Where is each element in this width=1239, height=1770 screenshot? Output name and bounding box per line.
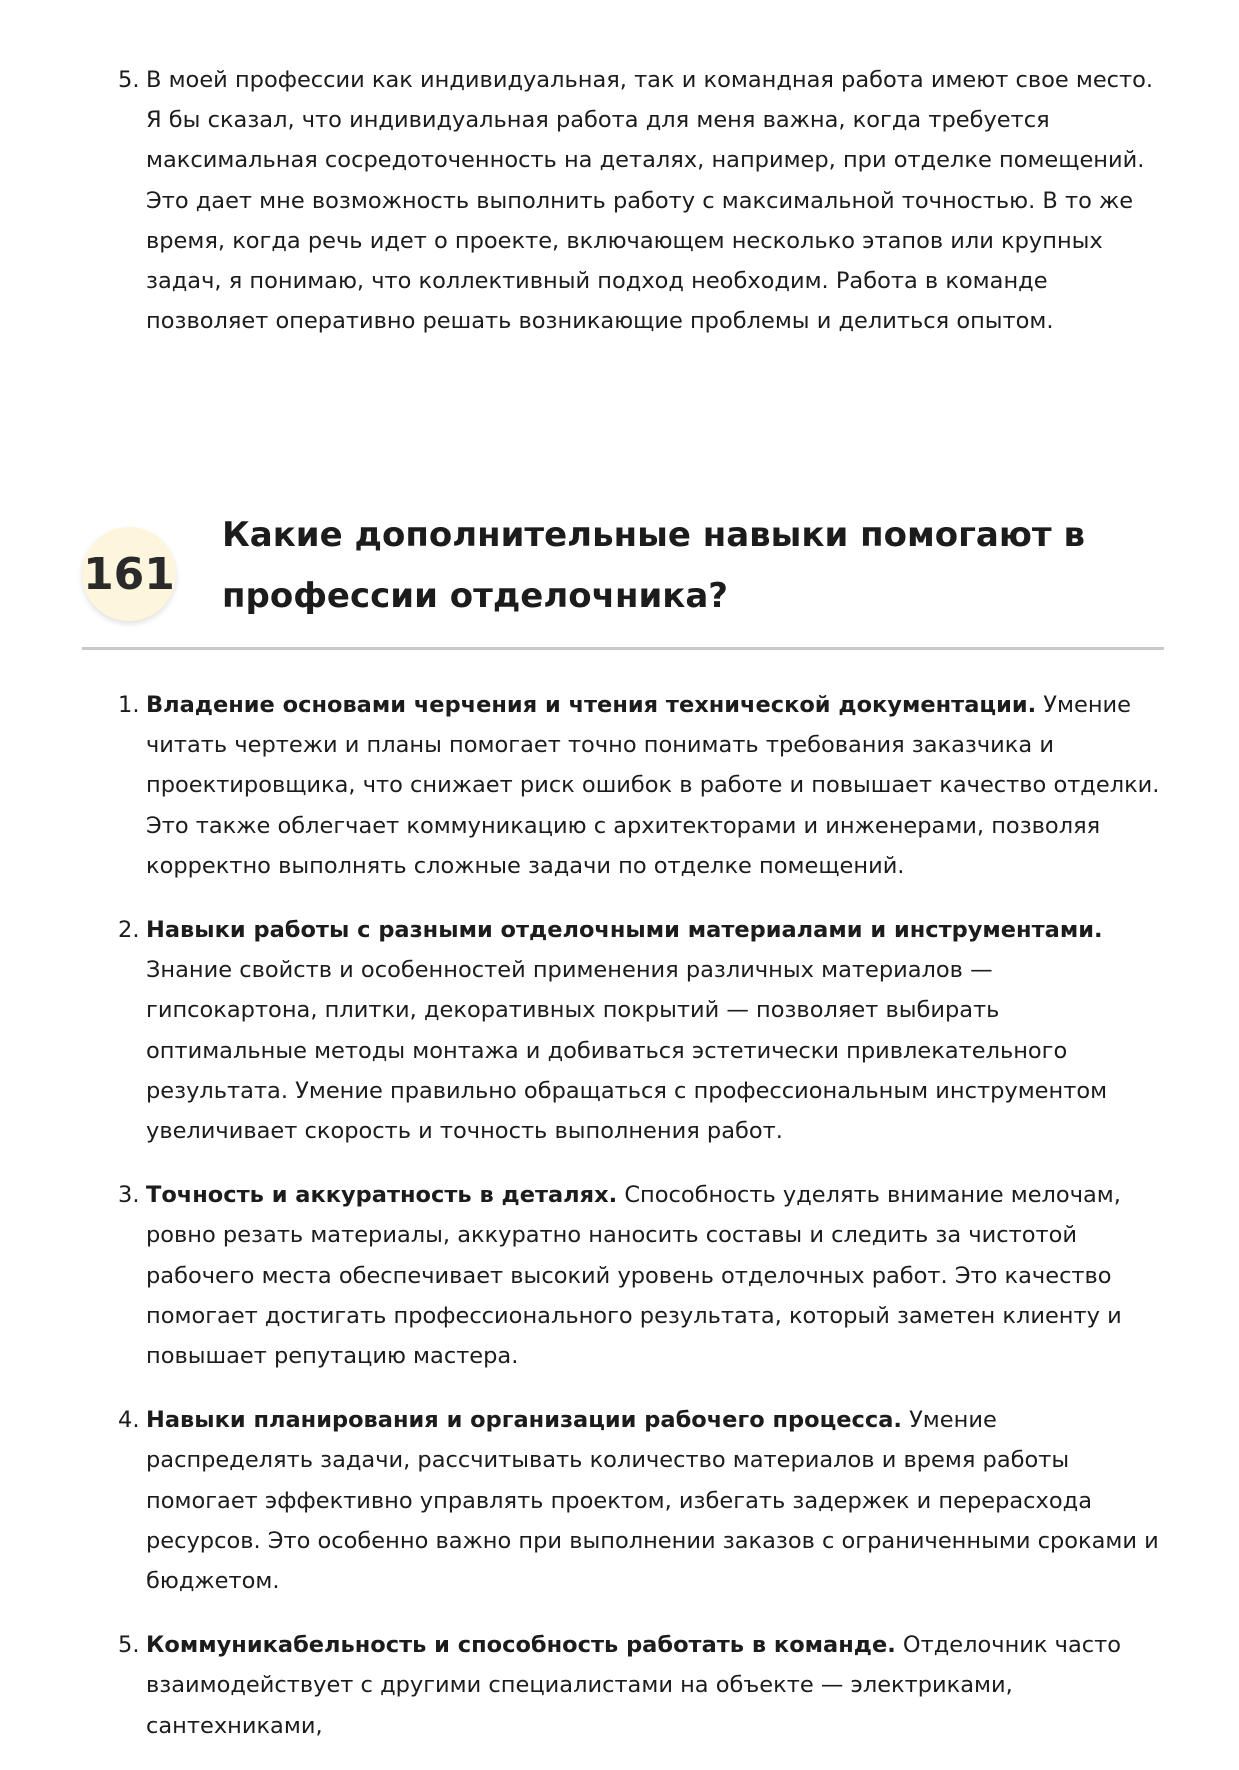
list-item-text: Отделочник часто взаимодействует с другими специалистами на объекте — электриками, сантехниками, — [146, 1632, 1121, 1739]
list-item-lead: Коммуникабельность и способность работать в команде. — [146, 1632, 896, 1659]
list-item-lead: Навыки планирования и организации рабочего процесса. — [146, 1407, 902, 1434]
answer-list — [0, 685, 1239, 1770]
list-item-lead: Точность и аккуратность в деталях. — [146, 1182, 618, 1209]
list-item-lead: Владение основами черчения и чтения технической документации. — [146, 692, 1037, 718]
list-item — [0, 1625, 1239, 1746]
list-item-number: 4. — [118, 1407, 140, 1434]
list-item-text: Способность уделять внимание мелочам, ровно резать материалы, аккуратно наносить составы и следить за чистотой рабочего места обеспечивает высокий уровень отделочных работ. Это качество помогает достигать профессионального результата, который заметен клиенту и повышает репутацию мастера. — [146, 1182, 1122, 1370]
question-header — [82, 505, 1164, 650]
list-item-text: Умение распределять задачи, рассчитывать количество материалов и время работы помогает эффективно управлять проектом, избегать задержек и перерасхода ресурсов. Это особенно важно при выполнении заказов с ограниченными сроками и бюджетом. — [146, 1407, 1159, 1595]
list-item-number: 3. — [118, 1182, 140, 1209]
list-item-lead: Навыки работы с разными отделочными материалами и инструментами. — [146, 917, 1103, 944]
list-item-number: 5. — [118, 67, 140, 93]
question-title: Какие дополнительные навыки помогают в профессии отделочника? — [222, 515, 1085, 616]
list-item — [0, 910, 1239, 1151]
list-item — [0, 1175, 1239, 1376]
list-item-number: 5. — [118, 1632, 140, 1659]
question-number-badge: 161 — [82, 527, 176, 621]
list-item-text: В моей профессии как индивидуальная, так и командная работа имеют свое место. Я бы сказал, что индивидуальная работа для меня важна, когда требуется максимальная сосредоточенность на деталях, например, при отделке помещений. Это дает мне возможность выполнить работу с максимальной точностью. В то же время, когда речь идет о проекте, включающем несколько этапов или крупных задач, я понимаю, что коллективный подход необходим. Работа в команде позволяет оперативно решать возникающие проблемы и делиться опытом. — [146, 67, 1154, 335]
list-item — [0, 60, 1239, 341]
list-item — [0, 685, 1239, 886]
list-item-number: 2. — [118, 917, 140, 944]
list-item-text: Знание свойств и особенностей применения различных материалов — гипсокартона, плитки, декоративных покрытий — позволяет выбирать оптимальные методы монтажа и добиваться эстетически привлекательного результата. Умение правильно обращаться с профессиональным инструментом увеличивает скорость и точность выполнения работ. — [146, 957, 1108, 1145]
list-item-number: 1. — [118, 692, 140, 718]
previous-answer-list — [0, 60, 1239, 341]
list-item — [0, 1400, 1239, 1601]
list-item-text: Умение читать чертежи и планы помогает точно понимать требования заказчика и проектировщика, что снижает риск ошибок в работе и повышает качество отделки. Это также облегчает коммуникацию с архитекторами и инженерами, позволяя корректно выполнять сложные задачи по отделке помещений. — [146, 692, 1160, 879]
